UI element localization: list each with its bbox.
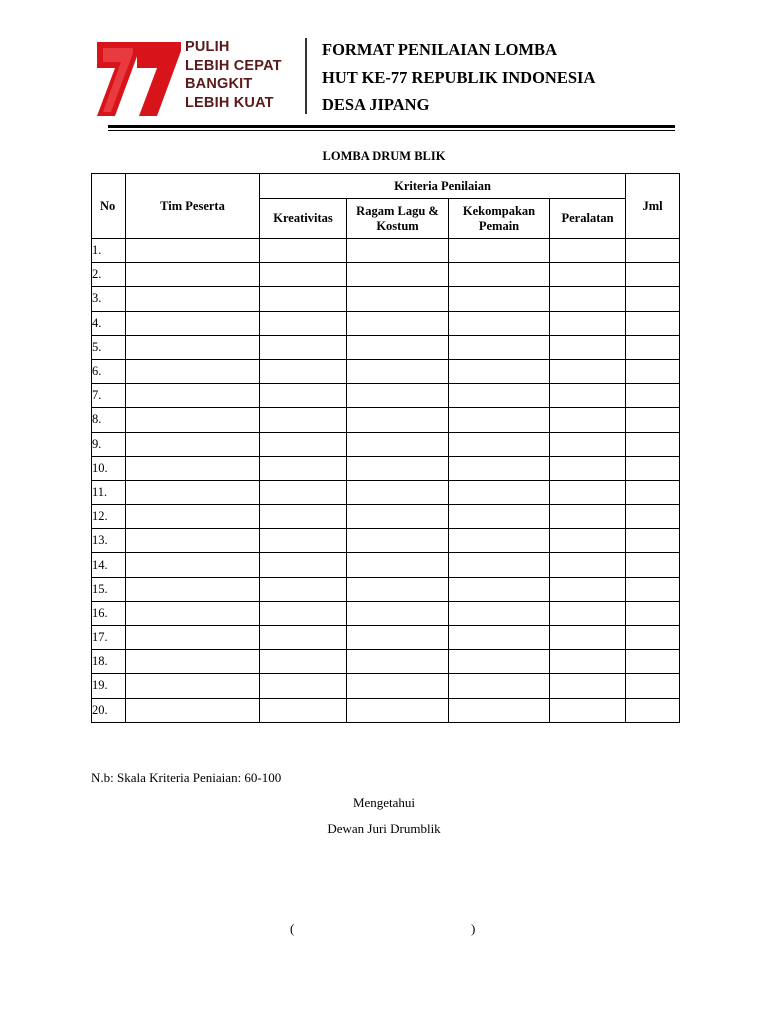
kekompakan-cell[interactable] xyxy=(449,359,550,383)
table-row xyxy=(92,674,680,698)
row-number: 17. xyxy=(92,626,126,650)
team-cell[interactable] xyxy=(126,577,260,601)
row-number: 16. xyxy=(92,601,126,625)
total-cell[interactable] xyxy=(626,505,680,529)
number-77-icon xyxy=(93,38,183,120)
kekompakan-cell[interactable] xyxy=(449,505,550,529)
kreativitas-cell[interactable] xyxy=(260,698,347,722)
document-heading xyxy=(322,36,595,119)
peralatan-cell[interactable] xyxy=(550,359,626,383)
team-cell[interactable] xyxy=(126,239,260,263)
team-cell[interactable] xyxy=(126,674,260,698)
ragam-lagu-cell[interactable] xyxy=(347,577,449,601)
row-number: 12. xyxy=(92,505,126,529)
jury-label: Dewan Juri Drumblik xyxy=(327,821,441,836)
row-number: 8. xyxy=(92,408,126,432)
team-cell[interactable] xyxy=(126,601,260,625)
header-total: Jml xyxy=(626,174,680,239)
ragam-lagu-cell[interactable] xyxy=(347,456,449,480)
peralatan-cell[interactable] xyxy=(550,698,626,722)
kreativitas-cell[interactable] xyxy=(260,577,347,601)
peralatan-cell[interactable] xyxy=(550,408,626,432)
header-rule-thick xyxy=(108,125,675,128)
kekompakan-cell[interactable] xyxy=(449,529,550,553)
table-row xyxy=(92,529,680,553)
peralatan-cell[interactable] xyxy=(550,553,626,577)
kekompakan-cell[interactable] xyxy=(449,263,550,287)
kekompakan-cell[interactable] xyxy=(449,626,550,650)
ragam-lagu-cell[interactable] xyxy=(347,505,449,529)
peralatan-cell[interactable] xyxy=(550,505,626,529)
total-cell[interactable] xyxy=(626,626,680,650)
ragam-lagu-cell[interactable] xyxy=(347,698,449,722)
peralatan-cell[interactable] xyxy=(550,432,626,456)
team-cell[interactable] xyxy=(126,359,260,383)
table-row xyxy=(92,577,680,601)
ragam-lagu-cell[interactable] xyxy=(347,674,449,698)
team-cell[interactable] xyxy=(126,408,260,432)
row-number: 13. xyxy=(92,529,126,553)
table-row xyxy=(92,432,680,456)
total-cell[interactable] xyxy=(626,239,680,263)
peralatan-cell[interactable] xyxy=(550,650,626,674)
header-kreativitas: Kreativitas xyxy=(260,199,347,239)
kreativitas-cell[interactable] xyxy=(260,674,347,698)
kreativitas-cell[interactable] xyxy=(260,432,347,456)
kekompakan-cell[interactable] xyxy=(449,239,550,263)
team-cell[interactable] xyxy=(126,335,260,359)
row-number: 7. xyxy=(92,384,126,408)
logo-line-1: PULIH xyxy=(185,39,230,55)
kekompakan-cell[interactable] xyxy=(449,577,550,601)
row-number: 10. xyxy=(92,456,126,480)
ragam-lagu-cell[interactable] xyxy=(347,553,449,577)
kreativitas-cell[interactable] xyxy=(260,505,347,529)
total-cell[interactable] xyxy=(626,529,680,553)
table-row xyxy=(92,384,680,408)
header-kekompakan: Kekompakan Pemain xyxy=(449,199,550,239)
ragam-lagu-cell[interactable] xyxy=(347,287,449,311)
team-cell[interactable] xyxy=(126,529,260,553)
peralatan-cell[interactable] xyxy=(550,335,626,359)
peralatan-cell[interactable] xyxy=(550,674,626,698)
logo-line-4: LEBIH KUAT xyxy=(185,94,274,111)
scale-note: N.b: Skala Kriteria Peniaian: 60-100 xyxy=(91,770,282,785)
team-cell[interactable] xyxy=(126,480,260,504)
kekompakan-cell[interactable] xyxy=(449,674,550,698)
ragam-lagu-cell[interactable] xyxy=(347,311,449,335)
ragam-lagu-cell[interactable] xyxy=(347,432,449,456)
team-cell[interactable] xyxy=(126,698,260,722)
total-cell[interactable] xyxy=(626,650,680,674)
team-cell[interactable] xyxy=(126,311,260,335)
kekompakan-cell[interactable] xyxy=(449,480,550,504)
kreativitas-cell[interactable] xyxy=(260,601,347,625)
heading-line-3: DESA JIPANG xyxy=(322,95,430,114)
team-cell[interactable] xyxy=(126,553,260,577)
table-row xyxy=(92,239,680,263)
ragam-lagu-cell[interactable] xyxy=(347,650,449,674)
header-divider xyxy=(305,38,307,114)
header-no: No xyxy=(92,174,126,239)
total-cell[interactable] xyxy=(626,384,680,408)
row-number: 4. xyxy=(92,311,126,335)
acknowledged-label: Mengetahui xyxy=(352,795,416,810)
kreativitas-cell[interactable] xyxy=(260,384,347,408)
team-cell[interactable] xyxy=(126,505,260,529)
kreativitas-cell[interactable] xyxy=(260,480,347,504)
ragam-lagu-cell[interactable] xyxy=(347,335,449,359)
team-cell[interactable] xyxy=(126,263,260,287)
row-number: 15. xyxy=(92,577,126,601)
table-row xyxy=(92,480,680,504)
peralatan-cell[interactable] xyxy=(550,456,626,480)
kekompakan-cell[interactable] xyxy=(449,553,550,577)
row-number: 19. xyxy=(92,674,126,698)
total-cell[interactable] xyxy=(626,456,680,480)
peralatan-cell[interactable] xyxy=(550,626,626,650)
total-cell[interactable] xyxy=(626,698,680,722)
kreativitas-cell[interactable] xyxy=(260,529,347,553)
heading-line-2: HUT KE-77 REPUBLIK INDONESIA xyxy=(322,67,596,87)
kreativitas-cell[interactable] xyxy=(260,287,347,311)
row-number: 6. xyxy=(92,359,126,383)
total-cell[interactable] xyxy=(626,577,680,601)
kreativitas-cell[interactable] xyxy=(260,650,347,674)
header-team: Tim Peserta xyxy=(126,174,260,239)
row-number: 1. xyxy=(92,239,126,263)
kekompakan-cell[interactable] xyxy=(449,650,550,674)
ragam-lagu-cell[interactable] xyxy=(347,480,449,504)
kekompakan-cell[interactable] xyxy=(449,408,550,432)
team-cell[interactable] xyxy=(126,384,260,408)
kekompakan-cell[interactable] xyxy=(449,311,550,335)
ragam-lagu-cell[interactable] xyxy=(347,384,449,408)
heading-line-1: FORMAT PENILAIAN LOMBA xyxy=(322,40,557,59)
ragam-lagu-cell[interactable] xyxy=(347,263,449,287)
total-cell[interactable] xyxy=(626,432,680,456)
score-table-body xyxy=(92,239,680,723)
kreativitas-cell[interactable] xyxy=(260,359,347,383)
peralatan-cell[interactable] xyxy=(550,480,626,504)
peralatan-cell[interactable] xyxy=(550,577,626,601)
kekompakan-cell[interactable] xyxy=(449,287,550,311)
team-cell[interactable] xyxy=(126,626,260,650)
peralatan-cell[interactable] xyxy=(550,263,626,287)
logo-tagline xyxy=(185,38,295,112)
signature-close-paren: ) xyxy=(471,921,476,936)
ragam-lagu-cell[interactable] xyxy=(347,408,449,432)
header-peralatan: Peralatan xyxy=(550,199,626,239)
table-row xyxy=(92,408,680,432)
peralatan-cell[interactable] xyxy=(550,529,626,553)
row-number: 5. xyxy=(92,335,126,359)
table-row xyxy=(92,311,680,335)
header-rule-thin xyxy=(108,130,675,131)
kreativitas-cell[interactable] xyxy=(260,626,347,650)
logo-line-3: BANGKIT xyxy=(185,76,253,92)
kekompakan-cell[interactable] xyxy=(449,601,550,625)
ragam-lagu-cell[interactable] xyxy=(347,239,449,263)
ragam-lagu-cell[interactable] xyxy=(347,529,449,553)
kreativitas-cell[interactable] xyxy=(260,408,347,432)
row-number: 11. xyxy=(92,480,126,504)
ragam-lagu-cell[interactable] xyxy=(347,626,449,650)
ragam-lagu-cell[interactable] xyxy=(347,359,449,383)
table-row xyxy=(92,263,680,287)
header-criteria-group: Kriteria Penilaian xyxy=(260,174,626,199)
table-row xyxy=(92,601,680,625)
kreativitas-cell[interactable] xyxy=(260,335,347,359)
score-table xyxy=(91,173,680,723)
row-number: 18. xyxy=(92,650,126,674)
peralatan-cell[interactable] xyxy=(550,311,626,335)
total-cell[interactable] xyxy=(626,335,680,359)
header-ragam-lagu: Ragam Lagu & Kostum xyxy=(347,199,449,239)
total-cell[interactable] xyxy=(626,311,680,335)
table-row xyxy=(92,650,680,674)
table-row xyxy=(92,456,680,480)
team-cell[interactable] xyxy=(126,650,260,674)
total-cell[interactable] xyxy=(626,408,680,432)
total-cell[interactable] xyxy=(626,359,680,383)
ragam-lagu-cell[interactable] xyxy=(347,601,449,625)
hut-77-logo xyxy=(93,38,293,120)
total-cell[interactable] xyxy=(626,480,680,504)
total-cell[interactable] xyxy=(626,601,680,625)
logo-line-2: LEBIH CEPAT xyxy=(185,57,282,74)
table-row xyxy=(92,553,680,577)
total-cell[interactable] xyxy=(626,553,680,577)
peralatan-cell[interactable] xyxy=(550,384,626,408)
table-row xyxy=(92,698,680,722)
kreativitas-cell[interactable] xyxy=(260,263,347,287)
kekompakan-cell[interactable] xyxy=(449,456,550,480)
total-cell[interactable] xyxy=(626,674,680,698)
table-row xyxy=(92,287,680,311)
row-number: 2. xyxy=(92,263,126,287)
total-cell[interactable] xyxy=(626,287,680,311)
peralatan-cell[interactable] xyxy=(550,239,626,263)
kekompakan-cell[interactable] xyxy=(449,432,550,456)
team-cell[interactable] xyxy=(126,456,260,480)
table-row xyxy=(92,505,680,529)
kreativitas-cell[interactable] xyxy=(260,456,347,480)
table-row xyxy=(92,359,680,383)
total-cell[interactable] xyxy=(626,263,680,287)
kreativitas-cell[interactable] xyxy=(260,311,347,335)
row-number: 3. xyxy=(92,287,126,311)
kekompakan-cell[interactable] xyxy=(449,384,550,408)
peralatan-cell[interactable] xyxy=(550,601,626,625)
kreativitas-cell[interactable] xyxy=(260,239,347,263)
signature-open-paren: ( xyxy=(290,921,295,936)
team-cell[interactable] xyxy=(126,287,260,311)
table-row xyxy=(92,335,680,359)
row-number: 9. xyxy=(92,432,126,456)
table-row xyxy=(92,626,680,650)
row-number: 20. xyxy=(92,698,126,722)
peralatan-cell[interactable] xyxy=(550,287,626,311)
kekompakan-cell[interactable] xyxy=(449,335,550,359)
row-number: 14. xyxy=(92,553,126,577)
kekompakan-cell[interactable] xyxy=(449,698,550,722)
team-cell[interactable] xyxy=(126,432,260,456)
competition-title: LOMBA DRUM BLIK xyxy=(322,149,446,163)
kreativitas-cell[interactable] xyxy=(260,553,347,577)
